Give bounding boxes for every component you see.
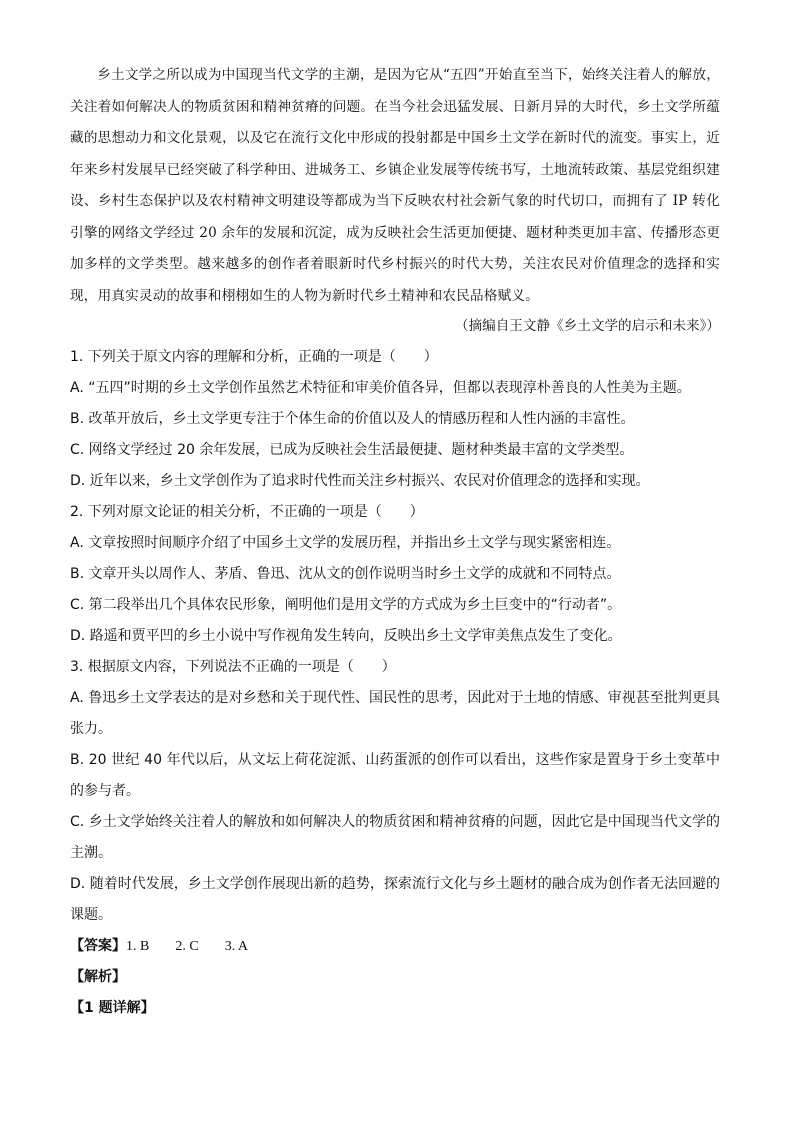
- option-c: C. 网络文学经过 20 余年发展，已成为反映社会生活最便捷、题材种类最丰富的文学类型。: [70, 442, 634, 458]
- detail-label: 【1 题详解】: [70, 1000, 155, 1016]
- passage-paragraph: 乡土文学之所以成为中国现当代文学的主潮，是因为它从“五四”开始直至当下，始终关注着人的解放，关注着如何解决人的物质贫困和精神贫瘠的问题。在当今社会迅猛发展、日新月异的大时代，乡土文学所蕴藏的思想动力和文化景观，以及它在流行文化中形成的投射都是中国乡土文学在新时代的流变。事实上，近年来乡村发展早已经突破了科学种田、进城务工、乡镇企业发展等传统书写，土地流转政策、基层党组织建设、乡村生态保护以及农村精神文明建设等都成为当下反映农村社会新气象的时代切口，而拥有了 IP 转化引擎的网络文学经过 20 余年的发展和沉淀，成为反映社会生活更加便捷、题材种类更加丰富、传播形态更加多样的文学类型。越来越多的创作者着眼新时代乡村振兴的时代大势，关注农民对价值理念的选择和实现，用真实灵动的故事和栩栩如生的人物为新时代乡土精神和农民品格赋义。: [70, 67, 720, 304]
- answer-label: 【答案】: [70, 938, 126, 954]
- option-a: A. “五四”时期的乡土文学创作虽然艺术特征和审美价值各异，但都以表现淳朴善良的人性美为主题。: [70, 380, 691, 396]
- option-d: D. 近年以来，乡土文学创作为了追求时代性而关注乡村振兴、农民对价值理念的选择和实现。: [70, 473, 650, 489]
- option-c: C. 乡土文学始终关注着人的解放和如何解决人的物质贫困和精神贫瘠的问题，因此它是中国现当代文学的主潮。: [70, 814, 720, 861]
- option-b: B. 20 世纪 40 年代以后，从文坛上荷花淀派、山药蛋派的创作可以看出，这些作家是置身于乡土变革中的参与者。: [70, 752, 720, 799]
- option-a: A. 文章按照时间顺序介绍了中国乡土文学的发展历程，并指出乡土文学与现实紧密相连。: [70, 535, 621, 551]
- question-3: [70, 652, 720, 931]
- answer-item: 3. A: [224, 939, 249, 954]
- question-stem: 3. 根据原文内容，下列说法不正确的一项是（ ）: [70, 659, 396, 675]
- question-stem: 2. 下列对原文论证的相关分析，不正确的一项是（ ）: [70, 504, 424, 520]
- option-a: A. 鲁迅乡土文学表达的是对乡愁和关于现代性、国民性的思考，因此对于土地的情感、审视甚至批判更具张力。: [70, 690, 720, 737]
- option-b: B. 改革开放后，乡土文学更专注于个体生命的价值以及人的情感历程和人性内涵的丰富性。: [70, 411, 635, 427]
- answer-item: 1. B: [126, 939, 150, 954]
- passage-source: （摘编自王文静《乡土文学的启示和未来》）: [454, 318, 720, 334]
- option-c: C. 第二段举出几个具体农民形象，阐明他们是用文学的方式成为乡土巨变中的“行动者”。: [70, 597, 622, 613]
- option-d: D. 随着时代发展，乡土文学创作展现出新的趋势，探索流行文化与乡土题材的融合成为创作者无法回避的课题。: [70, 876, 720, 923]
- question-2: [70, 497, 720, 652]
- option-b: B. 文章开头以周作人、茅盾、鲁迅、沈从文的创作说明当时乡土文学的成就和不同特点。: [70, 566, 621, 582]
- question-1: [70, 342, 720, 497]
- analysis-label: 【解析】: [70, 969, 126, 985]
- option-d: D. 路遥和贾平凹的乡土小说中写作视角发生转向，反映出乡土文学审美焦点发生了变化。: [70, 628, 622, 644]
- question-stem: 1. 下列关于原文内容的理解和分析，正确的一项是（ ）: [70, 349, 438, 365]
- answer-line: [70, 931, 720, 962]
- document-page: [70, 60, 720, 1024]
- answer-item: 2. C: [175, 939, 199, 954]
